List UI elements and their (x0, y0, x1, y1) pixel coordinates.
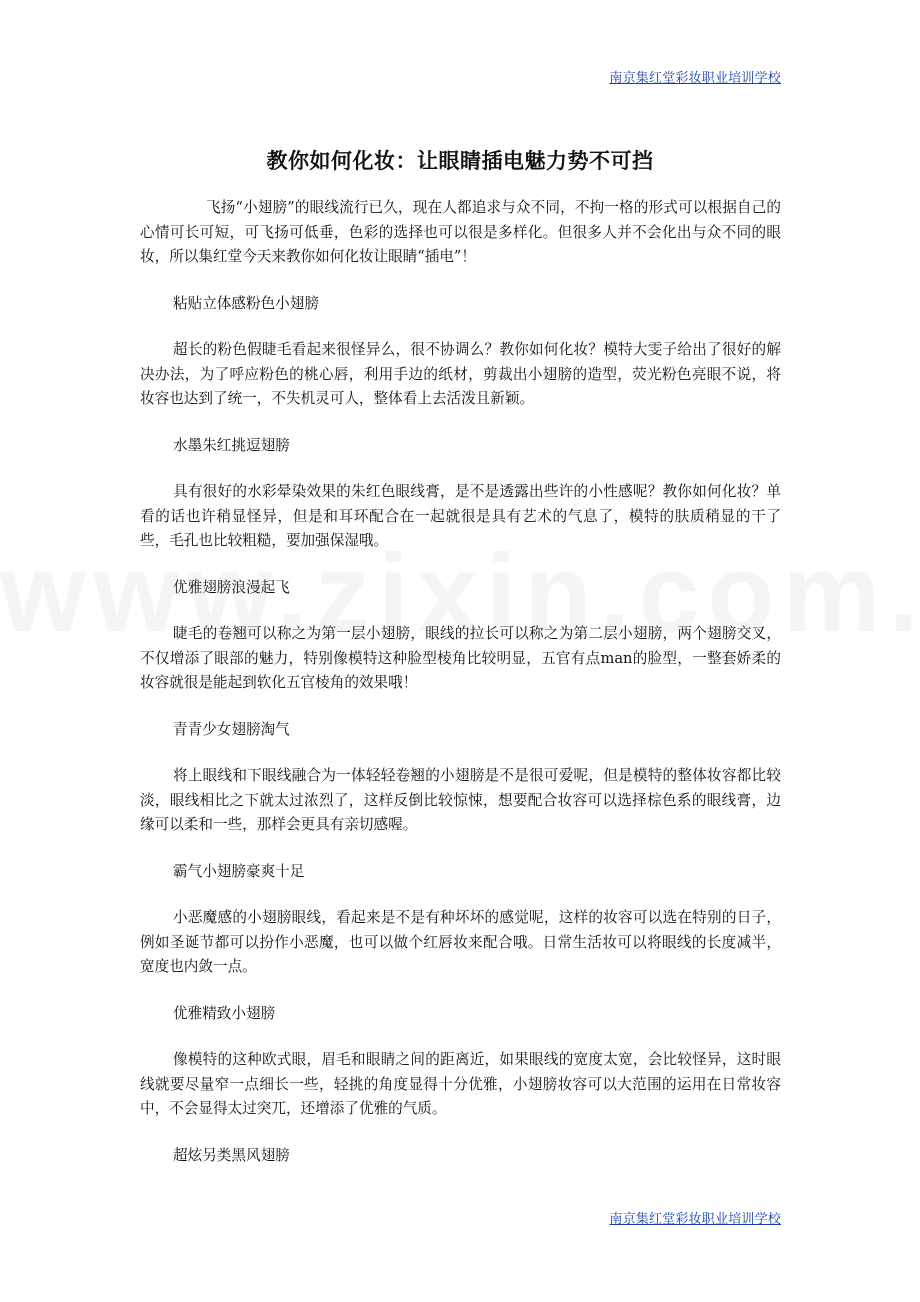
section-paragraph: 超长的粉色假睫毛看起来很怪异么，很不协调么？教你如何化妆？模特大雯子给出了很好的解决办法，为了呼应粉色的桃心唇，利用手边的纸材，剪裁出小翅膀的造型，荧光粉色亮眼不说，将妆容也达到了统一，不失机灵可人，整体看上去活泼且新颖。 (140, 341, 781, 407)
section-paragraph: 具有很好的水彩晕染效果的朱红色眼线膏，是不是透露出些许的小性感呢？教你如何化妆？单看的话也许稍显怪异，但是和耳环配合在一起就很是具有艺术的气息了，模特的肤质稍显的干了些，毛孔也比较粗糙，要加强保湿哦。 (140, 483, 781, 549)
section-heading: 优雅翅膀浪漫起飞 (173, 578, 290, 596)
section-heading: 粘贴立体感粉色小翅膀 (173, 294, 319, 312)
section-heading: 超炫另类黑风翅膀 (173, 1146, 290, 1164)
section-heading: 霸气小翅膀豪爽十足 (173, 862, 305, 880)
article-body (140, 196, 781, 1168)
section-heading: 青青少女翅膀淘气 (173, 720, 290, 738)
intro-paragraph: 飞扬“小翅膀”的眼线流行已久，现在人都追求与众不同，不拘一格的形式可以根据自己的心情可长可短，可飞扬可低垂，色彩的选择也可以很是多样化。但很多人并不会化出与众不同的眼妆，所以集红堂今天来教你如何化妆让眼睛“插电”！ (140, 199, 781, 265)
section-paragraph: 小恶魔感的小翅膀眼线，看起来是不是有种坏坏的感觉呢，这样的妆容可以选在特别的日子，例如圣诞节都可以扮作小恶魔，也可以做个红唇妆来配合哦。日常生活妆可以将眼线的长度减半，宽度也内敛一点。 (140, 909, 781, 975)
section-paragraph: 睫毛的卷翘可以称之为第一层小翅膀，眼线的拉长可以称之为第二层小翅膀，两个翅膀交叉，不仅增添了眼部的魅力，特别像模特这种脸型棱角比较明显，五官有点man的脸型，一整套娇柔的妆容就很是能起到软化五官棱角的效果哦！ (140, 625, 781, 691)
section-heading: 水墨朱红挑逗翅膀 (173, 436, 290, 454)
article-title: 教你如何化妆：让眼睛插电魅力势不可挡 (266, 149, 654, 173)
header-school-link[interactable]: 南京集红堂彩妆职业培训学校 (609, 71, 781, 86)
footer-school-link[interactable]: 南京集红堂彩妆职业培训学校 (609, 1212, 781, 1227)
section-paragraph: 像模特的这种欧式眼，眉毛和眼睛之间的距离近，如果眼线的宽度太宽，会比较怪异，这时眼线就要尽量窄一点细长一些，轻挑的角度显得十分优雅，小翅膀妆容可以大范围的运用在日常妆容中，不会显得太过突兀，还增添了优雅的气质。 (140, 1051, 781, 1117)
section-paragraph: 将上眼线和下眼线融合为一体轻轻卷翘的小翅膀是不是很可爱呢，但是模特的整体妆容都比较淡，眼线相比之下就太过浓烈了，这样反倒比较惊悚，想要配合妆容可以选择棕色系的眼线膏，边缘可以柔和一些，那样会更具有亲切感喔。 (140, 767, 781, 833)
section-heading: 优雅精致小翅膀 (173, 1004, 276, 1022)
